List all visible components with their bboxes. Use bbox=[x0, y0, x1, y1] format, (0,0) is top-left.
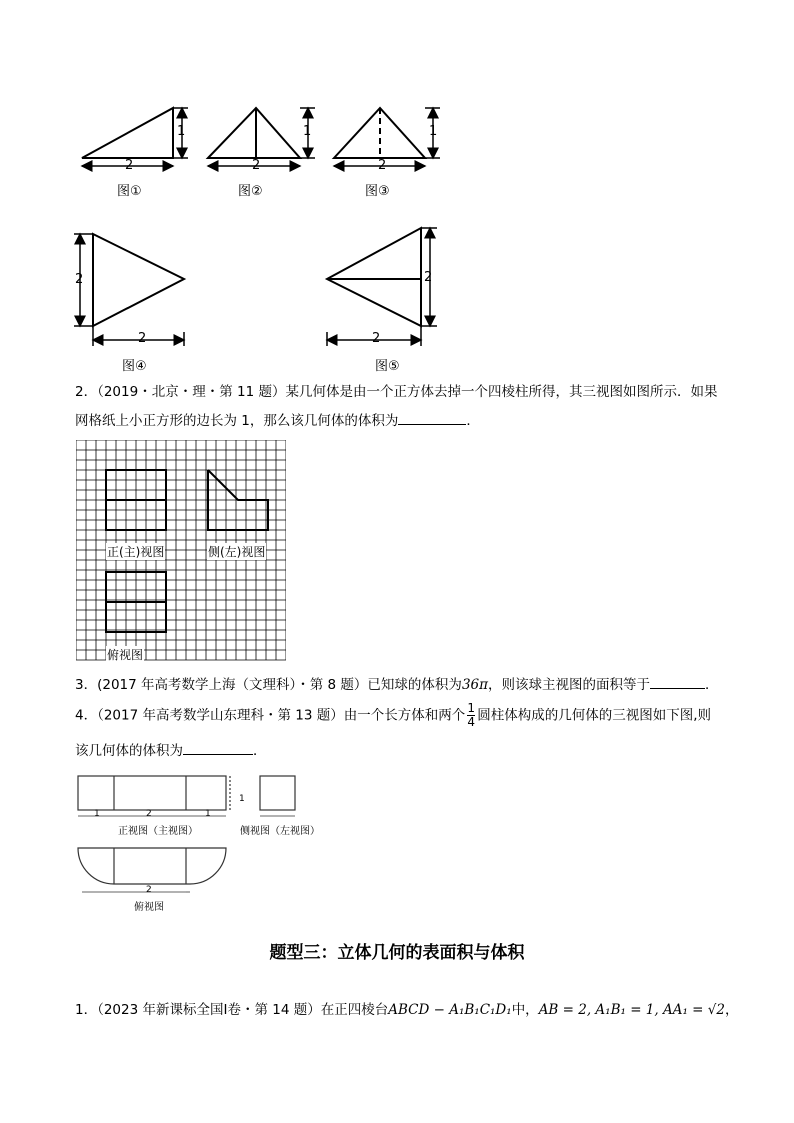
question-2-line-2 bbox=[75, 410, 480, 431]
figure-3-triangle-dashed-median bbox=[334, 108, 440, 166]
q4-front-dim-middle: 2 bbox=[146, 809, 152, 819]
question-4-line-2-text: 该几何体的体积为 bbox=[75, 743, 183, 759]
s3q1-end: ， bbox=[724, 1002, 739, 1018]
s3q1-text-middle: 中， bbox=[511, 1002, 539, 1018]
s3q1-text-before: 1．（2023 年新课标全国Ⅰ卷・第 14 题）在正四棱台 bbox=[75, 1002, 389, 1018]
q4-three-view-figure bbox=[72, 772, 332, 914]
q4-side-dim: 1 bbox=[239, 794, 245, 804]
q4-top-view-label: 俯视图 bbox=[134, 902, 164, 913]
section-3-question-1 bbox=[75, 1000, 738, 1020]
fig5-caption: 图⑤ bbox=[375, 359, 400, 374]
s3q1-conditions: AB = 2, A₁B₁ = 1, AA₁ = √2 bbox=[538, 1002, 725, 1018]
q4-front-view-label: 正视图（主视图） bbox=[118, 826, 198, 837]
section-heading: 题型三：立体几何的表面积与体积 bbox=[269, 943, 525, 963]
fig5-width-label: 2 bbox=[372, 331, 381, 346]
s3q1-solid-name: ABCD − A₁B₁C₁D₁ bbox=[388, 1002, 512, 1018]
q2-side-view-label: 侧(左)视图 bbox=[208, 545, 266, 559]
q4-side-view-label: 侧视图（左视图） bbox=[240, 826, 320, 837]
question-2-line-2-end: ． bbox=[466, 413, 480, 429]
question-4-line-2-end: ． bbox=[253, 743, 267, 759]
question-4-line-1 bbox=[75, 702, 711, 729]
fig2-width-label: 2 bbox=[252, 158, 261, 173]
figure-4-triangle bbox=[74, 234, 184, 346]
figure-2-triangle-solid-median bbox=[208, 108, 315, 166]
fig1-width-label: 2 bbox=[125, 158, 134, 173]
fig5-height-label: 2 bbox=[424, 270, 433, 285]
q4-front-dim-right: 1 bbox=[205, 809, 211, 819]
fig1-height-label: 1 bbox=[177, 124, 186, 139]
q2-top-view-label: 俯视图 bbox=[107, 648, 144, 662]
fig4-width-label: 2 bbox=[138, 331, 147, 346]
figure-5-triangle-split bbox=[327, 228, 437, 346]
fig4-height-label: 2 bbox=[75, 272, 84, 287]
question-2-line-2-text: 网格纸上小正方形的边长为 1，那么该几何体的体积为 bbox=[75, 413, 399, 429]
question-4-text-before: 4．（2017 年高考数学山东理科・第 13 题）由一个长方体和两个 bbox=[75, 707, 466, 724]
q4-front-dim-left: 1 bbox=[94, 809, 100, 819]
fraction-denominator: 4 bbox=[467, 715, 476, 729]
fig2-height-label: 1 bbox=[303, 124, 312, 139]
question-3-text-after: ，则该球主视图的面积等于 bbox=[488, 677, 650, 693]
answer-blank-q4[interactable] bbox=[183, 740, 253, 755]
q4-top-view bbox=[78, 848, 226, 892]
question-3-end: ． bbox=[705, 677, 719, 693]
answer-blank-q2[interactable] bbox=[398, 410, 466, 425]
question-4-text-after: 圆柱体构成的几何体的三视图如下图,则 bbox=[477, 707, 712, 724]
fig1-caption: 图① bbox=[117, 184, 142, 199]
fig2-caption: 图② bbox=[238, 184, 263, 199]
question-3-text-before: 3．(2017 年高考数学上海（文理科）・第 8 题）已知球的体积为 bbox=[75, 677, 462, 693]
fig3-height-label: 1 bbox=[429, 124, 438, 139]
quarter-fraction bbox=[467, 702, 475, 729]
fig3-caption: 图③ bbox=[365, 184, 390, 199]
question-4-line-2 bbox=[75, 740, 267, 761]
question-3 bbox=[75, 674, 719, 695]
fig3-width-label: 2 bbox=[378, 158, 387, 173]
fraction-numerator: 1 bbox=[467, 701, 476, 715]
q4-side-view bbox=[260, 776, 295, 816]
question-2-line-1: 2．（2019・北京・理・第 11 题）某几何体是由一个正方体去掉一个四棱柱所得，其三视图如图所示．如果 bbox=[75, 384, 718, 400]
figure-row-2 bbox=[60, 220, 450, 355]
figure-1-right-triangle bbox=[82, 108, 188, 166]
q2-front-view-label: 正(主)视图 bbox=[107, 545, 165, 559]
answer-blank-q3[interactable] bbox=[650, 674, 705, 689]
fig4-caption: 图④ bbox=[122, 359, 147, 374]
q4-top-dim: 2 bbox=[146, 885, 152, 895]
question-3-volume: 36π bbox=[461, 677, 488, 693]
